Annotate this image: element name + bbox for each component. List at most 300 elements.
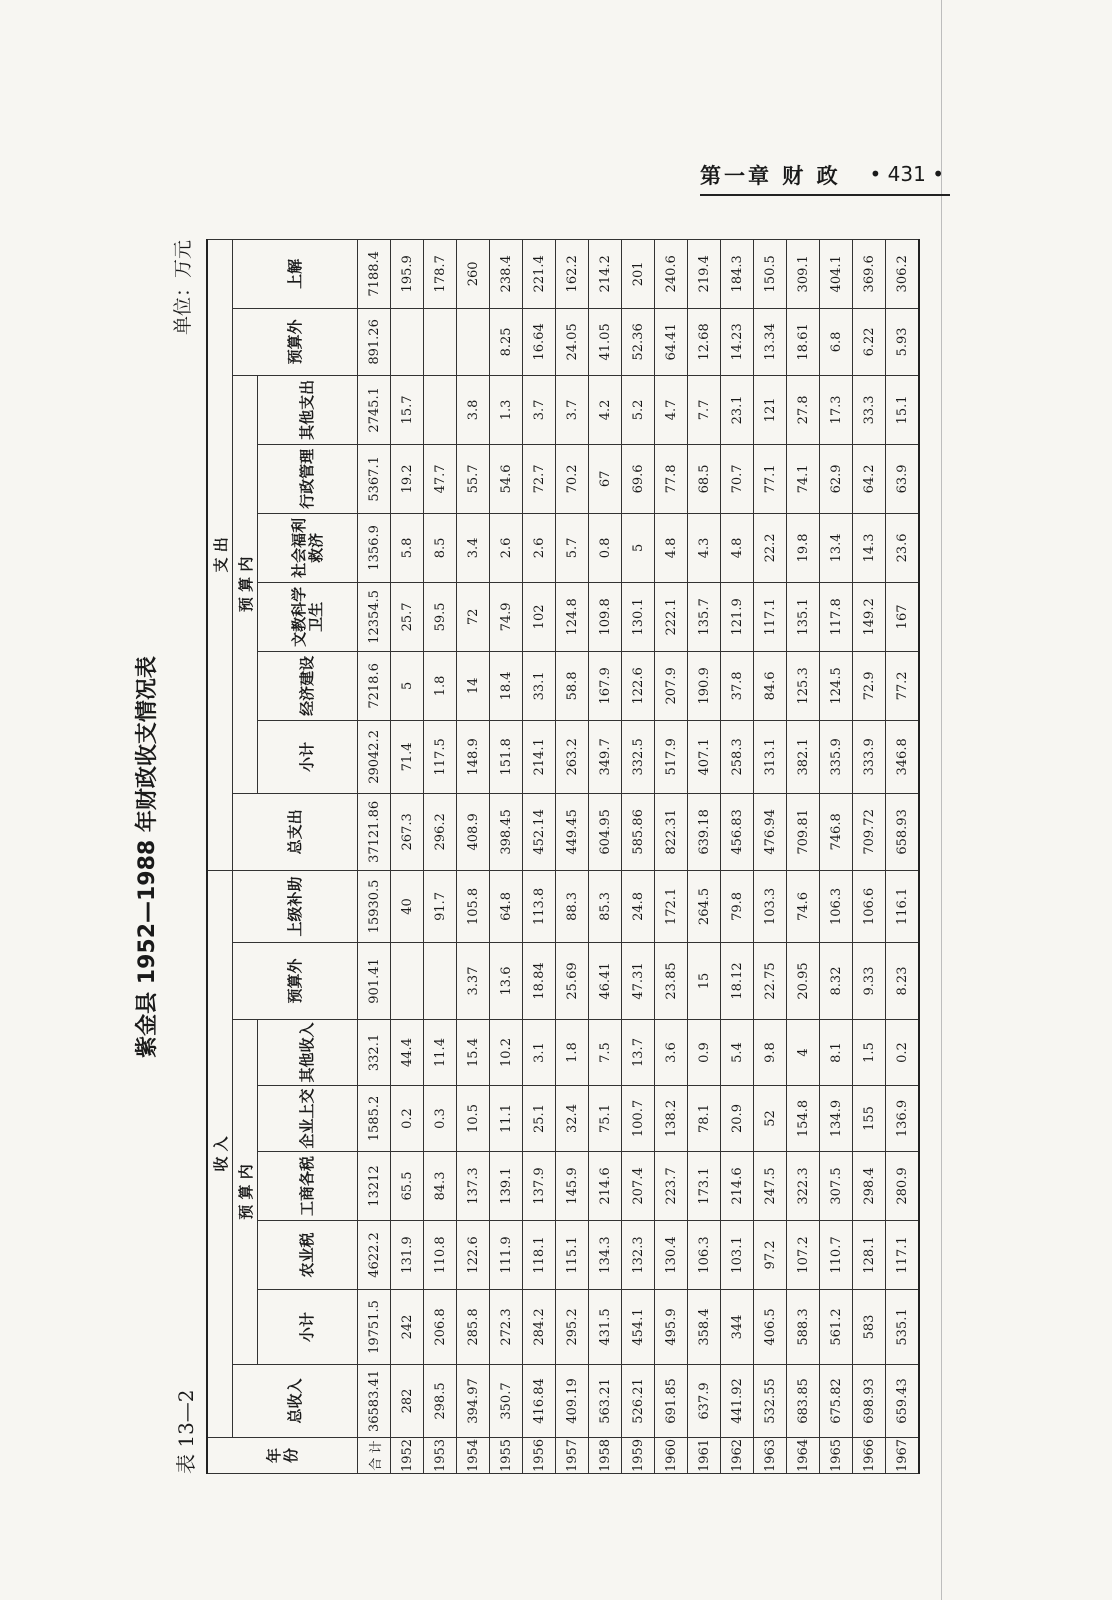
value-cell: 1356.9 <box>358 513 391 582</box>
col-exp-budget-in: 预 算 内 <box>233 375 258 793</box>
value-cell <box>424 943 457 1020</box>
value-cell: 131.9 <box>391 1221 424 1290</box>
value-cell: 69.6 <box>622 444 655 513</box>
value-cell: 563.21 <box>589 1365 622 1438</box>
value-cell: 313.1 <box>754 720 787 793</box>
value-cell: 22.2 <box>754 513 787 582</box>
value-cell: 8.25 <box>490 308 523 375</box>
value-cell: 11.4 <box>424 1020 457 1086</box>
col-subsidy: 上级补助 <box>233 870 358 942</box>
value-cell: 105.8 <box>457 870 490 942</box>
table-row <box>391 239 424 1473</box>
year-cell: 1960 <box>655 1438 688 1474</box>
value-cell <box>391 308 424 375</box>
year-cell: 1964 <box>787 1438 820 1474</box>
year-cell: 1953 <box>424 1438 457 1474</box>
value-cell: 184.3 <box>721 239 754 308</box>
value-cell: 517.9 <box>655 720 688 793</box>
value-cell: 495.9 <box>655 1290 688 1365</box>
value-cell: 58.8 <box>556 651 589 720</box>
value-cell: 201 <box>622 239 655 308</box>
value-cell: 1585.2 <box>358 1086 391 1152</box>
value-cell: 117.8 <box>820 582 853 651</box>
value-cell: 13212 <box>358 1152 391 1221</box>
value-cell: 1.8 <box>556 1020 589 1086</box>
page-number: • 431 • <box>869 162 944 186</box>
value-cell: 585.86 <box>622 793 655 870</box>
value-cell: 709.72 <box>853 793 886 870</box>
value-cell <box>391 943 424 1020</box>
value-cell: 14 <box>457 651 490 720</box>
value-cell: 4.2 <box>589 375 622 444</box>
value-cell: 561.2 <box>820 1290 853 1365</box>
value-cell: 117.5 <box>424 720 457 793</box>
value-cell: 68.5 <box>688 444 721 513</box>
value-cell: 5.4 <box>721 1020 754 1086</box>
value-cell: 5.7 <box>556 513 589 582</box>
table-number: 表 13—2 <box>174 1389 198 1474</box>
value-cell: 258.3 <box>721 720 754 793</box>
value-cell: 891.26 <box>358 308 391 375</box>
value-cell: 10.5 <box>457 1086 490 1152</box>
value-cell: 106.3 <box>688 1221 721 1290</box>
rotated-table-page <box>135 240 936 1474</box>
value-cell: 280.9 <box>886 1152 920 1221</box>
value-cell: 7.7 <box>688 375 721 444</box>
value-cell: 588.3 <box>787 1290 820 1365</box>
value-cell: 41.05 <box>589 308 622 375</box>
value-cell: 22.75 <box>754 943 787 1020</box>
value-cell: 173.1 <box>688 1152 721 1221</box>
value-cell: 394.97 <box>457 1365 490 1438</box>
value-cell: 124.8 <box>556 582 589 651</box>
value-cell: 604.95 <box>589 793 622 870</box>
value-cell: 406.5 <box>754 1290 787 1365</box>
value-cell: 398.45 <box>490 793 523 870</box>
value-cell: 5 <box>622 513 655 582</box>
value-cell: 19.2 <box>391 444 424 513</box>
value-cell: 14.23 <box>721 308 754 375</box>
value-cell: 284.2 <box>523 1290 556 1365</box>
value-cell: 247.5 <box>754 1152 787 1221</box>
value-cell: 8.32 <box>820 943 853 1020</box>
value-cell: 12354.5 <box>358 582 391 651</box>
value-cell: 154.8 <box>787 1086 820 1152</box>
value-cell: 52 <box>754 1086 787 1152</box>
table-row <box>655 239 688 1473</box>
value-cell: 4.7 <box>655 375 688 444</box>
col-income-budget-in: 预 算 内 <box>233 1020 258 1365</box>
value-cell: 134.3 <box>589 1221 622 1290</box>
year-cell: 1959 <box>622 1438 655 1474</box>
value-cell: 47.31 <box>622 943 655 1020</box>
value-cell: 63.9 <box>886 444 920 513</box>
value-cell: 106.6 <box>853 870 886 942</box>
year-cell: 1967 <box>886 1438 920 1474</box>
value-cell: 72.9 <box>853 651 886 720</box>
value-cell: 1.5 <box>853 1020 886 1086</box>
value-cell: 4.3 <box>688 513 721 582</box>
value-cell: 23.1 <box>721 375 754 444</box>
value-cell: 137.3 <box>457 1152 490 1221</box>
value-cell: 698.93 <box>853 1365 886 1438</box>
year-cell: 1963 <box>754 1438 787 1474</box>
value-cell: 113.8 <box>523 870 556 942</box>
col-other-income: 其他收入 <box>258 1020 358 1086</box>
value-cell: 2.6 <box>523 513 556 582</box>
value-cell: 476.94 <box>754 793 787 870</box>
value-cell: 25.69 <box>556 943 589 1020</box>
value-cell: 118.1 <box>523 1221 556 1290</box>
value-cell: 18.84 <box>523 943 556 1020</box>
table-row <box>523 239 556 1473</box>
value-cell: 295.2 <box>556 1290 589 1365</box>
value-cell: 358.4 <box>688 1290 721 1365</box>
value-cell: 29042.2 <box>358 720 391 793</box>
value-cell: 369.6 <box>853 239 886 308</box>
value-cell: 332.1 <box>358 1020 391 1086</box>
value-cell: 221.4 <box>523 239 556 308</box>
value-cell: 44.4 <box>391 1020 424 1086</box>
value-cell: 3.7 <box>556 375 589 444</box>
value-cell: 37.8 <box>721 651 754 720</box>
col-welfare: 社会福利救济 <box>258 513 358 582</box>
value-cell: 307.5 <box>820 1152 853 1221</box>
year-cell: 1961 <box>688 1438 721 1474</box>
value-cell: 65.5 <box>391 1152 424 1221</box>
value-cell: 37121.86 <box>358 793 391 870</box>
value-cell: 333.9 <box>853 720 886 793</box>
year-cell: 1956 <box>523 1438 556 1474</box>
value-cell: 0.9 <box>688 1020 721 1086</box>
value-cell: 122.6 <box>457 1221 490 1290</box>
value-cell: 190.9 <box>688 651 721 720</box>
value-cell: 107.2 <box>787 1221 820 1290</box>
value-cell: 88.3 <box>556 870 589 942</box>
value-cell: 5367.1 <box>358 444 391 513</box>
value-cell: 151.8 <box>490 720 523 793</box>
value-cell: 121 <box>754 375 787 444</box>
value-cell: 71.4 <box>391 720 424 793</box>
value-cell: 822.31 <box>655 793 688 870</box>
col-expenditure: 支 出 <box>207 239 233 870</box>
value-cell: 23.6 <box>886 513 920 582</box>
col-enterprise: 企业上交 <box>258 1086 358 1152</box>
value-cell: 344 <box>721 1290 754 1365</box>
value-cell: 110.7 <box>820 1221 853 1290</box>
value-cell: 130.4 <box>655 1221 688 1290</box>
value-cell: 128.1 <box>853 1221 886 1290</box>
value-cell: 2.6 <box>490 513 523 582</box>
col-agri-tax: 农业税 <box>258 1221 358 1290</box>
value-cell: 449.45 <box>556 793 589 870</box>
value-cell: 18.12 <box>721 943 754 1020</box>
value-cell: 223.7 <box>655 1152 688 1221</box>
value-cell: 4622.2 <box>358 1221 391 1290</box>
value-cell: 214.1 <box>523 720 556 793</box>
value-cell: 40 <box>391 870 424 942</box>
value-cell: 97.2 <box>754 1221 787 1290</box>
value-cell: 77.1 <box>754 444 787 513</box>
value-cell: 125.3 <box>787 651 820 720</box>
value-cell: 8.1 <box>820 1020 853 1086</box>
value-cell: 84.6 <box>754 651 787 720</box>
value-cell: 23.85 <box>655 943 688 1020</box>
value-cell: 124.5 <box>820 651 853 720</box>
value-cell <box>457 308 490 375</box>
value-cell: 62.9 <box>820 444 853 513</box>
year-cell: 1952 <box>391 1438 424 1474</box>
running-header <box>700 160 950 196</box>
year-cell: 1962 <box>721 1438 754 1474</box>
value-cell: 138.2 <box>655 1086 688 1152</box>
value-cell: 0.3 <box>424 1086 457 1152</box>
table-row <box>424 239 457 1473</box>
col-other-exp: 其他支出 <box>258 375 358 444</box>
value-cell: 532.55 <box>754 1365 787 1438</box>
value-cell: 452.14 <box>523 793 556 870</box>
value-cell: 18.4 <box>490 651 523 720</box>
value-cell: 134.9 <box>820 1086 853 1152</box>
col-exp-subtotal: 小计 <box>258 720 358 793</box>
table-row <box>622 239 655 1473</box>
value-cell: 263.2 <box>556 720 589 793</box>
value-cell <box>424 375 457 444</box>
value-cell: 0.2 <box>886 1020 920 1086</box>
value-cell: 36583.41 <box>358 1365 391 1438</box>
value-cell: 407.1 <box>688 720 721 793</box>
value-cell: 416.84 <box>523 1365 556 1438</box>
value-cell <box>424 308 457 375</box>
value-cell: 219.4 <box>688 239 721 308</box>
value-cell: 52.36 <box>622 308 655 375</box>
value-cell: 214.6 <box>721 1152 754 1221</box>
value-cell: 19.8 <box>787 513 820 582</box>
value-cell: 260 <box>457 239 490 308</box>
value-cell: 117.1 <box>886 1221 920 1290</box>
value-cell: 4.8 <box>721 513 754 582</box>
value-cell: 172.1 <box>655 870 688 942</box>
value-cell: 91.7 <box>424 870 457 942</box>
table-row <box>787 239 820 1473</box>
value-cell: 103.3 <box>754 870 787 942</box>
value-cell: 675.82 <box>820 1365 853 1438</box>
year-cell: 1958 <box>589 1438 622 1474</box>
table-body <box>358 239 920 1473</box>
value-cell: 9.33 <box>853 943 886 1020</box>
value-cell: 139.1 <box>490 1152 523 1221</box>
value-cell: 33.1 <box>523 651 556 720</box>
year-cell: 1957 <box>556 1438 589 1474</box>
value-cell: 10.2 <box>490 1020 523 1086</box>
value-cell: 13.6 <box>490 943 523 1020</box>
value-cell: 77.8 <box>655 444 688 513</box>
value-cell: 20.9 <box>721 1086 754 1152</box>
value-cell: 24.05 <box>556 308 589 375</box>
value-cell: 1.8 <box>424 651 457 720</box>
value-cell: 746.8 <box>820 793 853 870</box>
value-cell: 15.4 <box>457 1020 490 1086</box>
value-cell: 683.85 <box>787 1365 820 1438</box>
value-cell: 162.2 <box>556 239 589 308</box>
year-cell: 1954 <box>457 1438 490 1474</box>
value-cell: 3.8 <box>457 375 490 444</box>
value-cell: 72.7 <box>523 444 556 513</box>
col-ind-com-tax: 工商各税 <box>258 1152 358 1221</box>
value-cell: 3.37 <box>457 943 490 1020</box>
value-cell: 117.1 <box>754 582 787 651</box>
value-cell: 6.22 <box>853 308 886 375</box>
value-cell: 306.2 <box>886 239 920 308</box>
col-admin: 行政管理 <box>258 444 358 513</box>
value-cell: 155 <box>853 1086 886 1152</box>
value-cell: 24.8 <box>622 870 655 942</box>
value-cell: 78.1 <box>688 1086 721 1152</box>
value-cell: 32.4 <box>556 1086 589 1152</box>
value-cell: 709.81 <box>787 793 820 870</box>
value-cell: 9.8 <box>754 1020 787 1086</box>
value-cell: 149.2 <box>853 582 886 651</box>
value-cell: 5.8 <box>391 513 424 582</box>
value-cell: 207.4 <box>622 1152 655 1221</box>
table-header <box>207 239 358 1473</box>
value-cell: 382.1 <box>787 720 820 793</box>
col-total-exp: 总支出 <box>233 793 358 870</box>
value-cell: 408.9 <box>457 793 490 870</box>
value-cell: 3.7 <box>523 375 556 444</box>
value-cell: 15930.5 <box>358 870 391 942</box>
value-cell: 8.23 <box>886 943 920 1020</box>
value-cell: 145.9 <box>556 1152 589 1221</box>
value-cell: 3.4 <box>457 513 490 582</box>
value-cell: 19751.5 <box>358 1290 391 1365</box>
table-row <box>721 239 754 1473</box>
value-cell: 14.3 <box>853 513 886 582</box>
value-cell: 54.6 <box>490 444 523 513</box>
value-cell: 0.2 <box>391 1086 424 1152</box>
value-cell: 110.8 <box>424 1221 457 1290</box>
col-year: 年 份 <box>207 1438 358 1474</box>
value-cell: 4.8 <box>655 513 688 582</box>
value-cell: 206.8 <box>424 1290 457 1365</box>
value-cell: 109.8 <box>589 582 622 651</box>
table-row <box>490 239 523 1473</box>
value-cell: 85.3 <box>589 870 622 942</box>
value-cell: 75.1 <box>589 1086 622 1152</box>
value-cell: 132.3 <box>622 1221 655 1290</box>
table-row <box>358 239 391 1473</box>
value-cell: 3.1 <box>523 1020 556 1086</box>
unit-label: 单位：万元 <box>172 240 194 336</box>
value-cell: 5.93 <box>886 308 920 375</box>
value-cell: 5.2 <box>622 375 655 444</box>
value-cell: 454.1 <box>622 1290 655 1365</box>
value-cell: 285.8 <box>457 1290 490 1365</box>
value-cell: 7218.6 <box>358 651 391 720</box>
value-cell: 4 <box>787 1020 820 1086</box>
value-cell: 583 <box>853 1290 886 1365</box>
value-cell: 3.6 <box>655 1020 688 1086</box>
value-cell: 70.2 <box>556 444 589 513</box>
value-cell: 332.5 <box>622 720 655 793</box>
value-cell: 349.7 <box>589 720 622 793</box>
value-cell: 691.85 <box>655 1365 688 1438</box>
value-cell: 111.9 <box>490 1221 523 1290</box>
value-cell: 167.9 <box>589 651 622 720</box>
table-row <box>589 239 622 1473</box>
col-econ: 经济建设 <box>258 651 358 720</box>
table-row <box>457 239 490 1473</box>
year-cell: 1965 <box>820 1438 853 1474</box>
value-cell: 27.8 <box>787 375 820 444</box>
value-cell: 658.93 <box>886 793 920 870</box>
value-cell: 346.8 <box>886 720 920 793</box>
value-cell: 47.7 <box>424 444 457 513</box>
value-cell: 137.9 <box>523 1152 556 1221</box>
value-cell: 17.3 <box>820 375 853 444</box>
value-cell: 404.1 <box>820 239 853 308</box>
value-cell: 222.1 <box>655 582 688 651</box>
value-cell: 25.1 <box>523 1086 556 1152</box>
value-cell: 64.8 <box>490 870 523 942</box>
value-cell: 100.7 <box>622 1086 655 1152</box>
value-cell: 901.41 <box>358 943 391 1020</box>
value-cell: 350.7 <box>490 1365 523 1438</box>
value-cell: 103.1 <box>721 1221 754 1290</box>
value-cell: 637.9 <box>688 1365 721 1438</box>
table-row <box>886 239 920 1473</box>
value-cell: 74.1 <box>787 444 820 513</box>
value-cell: 136.9 <box>886 1086 920 1152</box>
value-cell: 18.61 <box>787 308 820 375</box>
col-income-subtotal: 小计 <box>258 1290 358 1365</box>
year-cell: 1955 <box>490 1438 523 1474</box>
value-cell: 15.1 <box>886 375 920 444</box>
value-cell: 135.7 <box>688 582 721 651</box>
value-cell: 238.4 <box>490 239 523 308</box>
value-cell: 282 <box>391 1365 424 1438</box>
value-cell: 33.3 <box>853 375 886 444</box>
value-cell: 15 <box>688 943 721 1020</box>
value-cell: 526.21 <box>622 1365 655 1438</box>
value-cell: 11.1 <box>490 1086 523 1152</box>
page-edge-line <box>941 0 942 1600</box>
value-cell: 240.6 <box>655 239 688 308</box>
value-cell: 242 <box>391 1290 424 1365</box>
value-cell: 148.9 <box>457 720 490 793</box>
value-cell: 46.41 <box>589 943 622 1020</box>
value-cell: 409.19 <box>556 1365 589 1438</box>
value-cell: 0.8 <box>589 513 622 582</box>
value-cell: 178.7 <box>424 239 457 308</box>
value-cell: 309.1 <box>787 239 820 308</box>
value-cell: 659.43 <box>886 1365 920 1438</box>
value-cell: 12.68 <box>688 308 721 375</box>
col-income: 收 入 <box>207 870 233 1437</box>
value-cell: 115.1 <box>556 1221 589 1290</box>
value-cell: 67 <box>589 444 622 513</box>
value-cell: 102 <box>523 582 556 651</box>
value-cell: 20.95 <box>787 943 820 1020</box>
value-cell: 335.9 <box>820 720 853 793</box>
value-cell: 15.7 <box>391 375 424 444</box>
table-title: 紫金县 1952—1988 年财政收支情况表 <box>135 656 160 1058</box>
value-cell: 77.2 <box>886 651 920 720</box>
table-row <box>853 239 886 1473</box>
value-cell: 5 <box>391 651 424 720</box>
value-cell: 7188.4 <box>358 239 391 308</box>
value-cell: 16.64 <box>523 308 556 375</box>
